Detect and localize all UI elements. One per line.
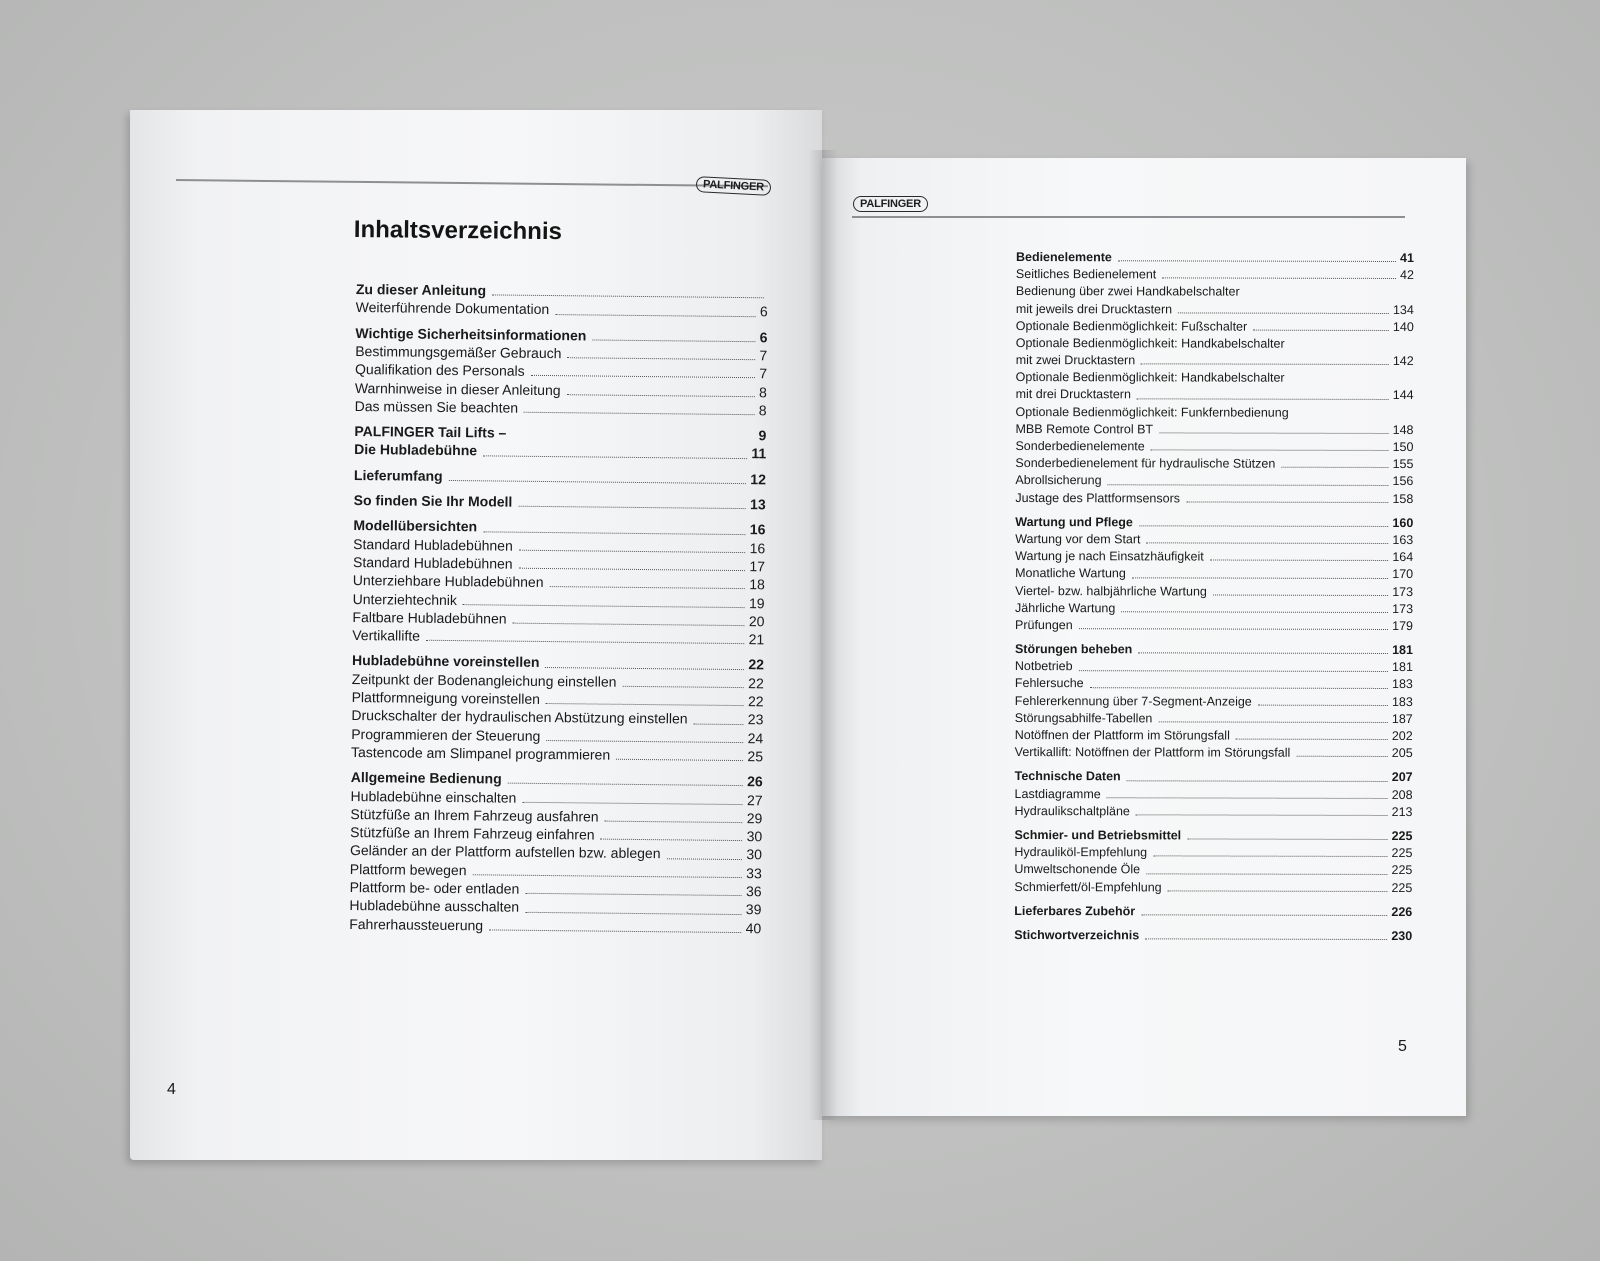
toc-entry [1015,489,1413,507]
header-rule-right [852,216,1405,218]
toc-entry-label: Modellübersichten [353,517,478,535]
toc-dot-leader [1178,312,1389,314]
toc-entry-page: 26 [747,773,763,790]
toc-entry [356,298,768,321]
toc-dot-leader [567,357,755,360]
toc-entry [1014,878,1412,896]
toc-entry-label: Bedienung über zwei Handkabelschalter [1015,284,1240,299]
toc-entry-label: Bedienelemente [1015,249,1112,265]
toc-entry-page: 8 [758,402,767,419]
toc-dot-leader [1121,611,1388,613]
toc-entry [1015,709,1413,727]
toc-entry-page: 164 [1392,550,1414,565]
toc-entry [1016,420,1414,438]
toc-entry-page: 160 [1392,515,1414,530]
toc-entry [1016,282,1414,300]
toc-entry-label: Bestimmungsgemäßer Gebrauch [355,342,562,362]
toc-dot-leader [1258,705,1388,706]
toc-dot-leader [1141,914,1387,916]
toc-entry [1016,334,1414,352]
toc-dot-leader [1146,873,1387,875]
toc-entry [1016,403,1414,421]
toc-entry [1016,385,1414,403]
toc-entry [1015,599,1413,617]
toc-entry [1014,843,1412,861]
toc-dot-leader [546,740,743,743]
toc-entry-label: Lieferbares Zubehör [1014,903,1136,919]
toc-entry [354,491,766,514]
toc-entry-page: 140 [1392,319,1414,334]
toc-entry [1014,826,1412,844]
toc-entry-label: Sonderbedienelemente [1015,438,1145,454]
toc-entry-page: 202 [1391,728,1413,744]
toc-dot-leader [508,783,743,786]
toc-entry [1016,317,1414,335]
toc-dot-leader [601,839,743,841]
toc-entry-label: Wichtige Sicherheitsinformationen [355,324,587,344]
toc-entry-label: So finden Sie Ihr Modell [353,492,513,510]
toc-entry-page: 7 [759,365,768,382]
toc-entry [1014,926,1412,944]
toc-dot-leader [1151,450,1389,452]
toc-entry-label: Fahrerhaussteuerung [349,915,484,933]
toc-dot-leader [1186,501,1388,503]
toc-entry-page: 9 [758,427,767,444]
toc-entry [1015,454,1413,472]
toc-entry [1015,802,1413,820]
toc-entry [1015,564,1413,582]
toc-entry-page: 22 [748,656,765,673]
toc-dot-leader [512,438,754,441]
toc-dot-leader [1210,560,1389,561]
toc-entry-page: 225 [1391,863,1413,878]
toc-entry-page: 19 [748,594,765,611]
toc-entry-label: Tastencode am Slimpanel programmieren [350,743,611,763]
toc-entry [1015,767,1413,785]
toc-entry-page: 22 [748,674,764,692]
toc-entry [1016,265,1414,283]
toc-entry-label: Sonderbedienelement für hydraulische Stützen [1015,456,1276,471]
toc-entry-label: Geländer an der Plattform aufstellen bzw. ablegen [349,842,661,862]
page-number-left: 4 [167,1081,176,1098]
toc-dot-leader [473,874,743,878]
toc-entry-page: 150 [1392,439,1414,455]
toc-entry-label: Fehlererkennung über 7-Segment-Anzeige [1014,693,1252,709]
toc-entry-page: 12 [750,470,767,488]
toc-entry-page: 187 [1391,711,1413,726]
toc-entry [1015,530,1413,548]
toc-entry-page: 13 [750,496,766,513]
toc-dot-leader [1079,670,1388,672]
toc-entry-label: Stützfüße an Ihrem Fahrzeug ausfahren [350,805,599,825]
toc-entry-label: Plattform be- oder entladen [349,878,520,897]
toc-entry-page: 17 [749,558,766,575]
toc-entry [351,743,763,766]
toc-entry [1015,437,1413,455]
toc-entry [1015,785,1413,803]
toc-entry-label: Allgemeine Bedienung [350,769,502,787]
toc-entry-label: Das müssen Sie beachten [354,397,519,416]
toc-entry-page: 205 [1391,746,1413,761]
toc-dot-leader [592,339,755,342]
toc-dot-leader [1138,653,1388,655]
toc-dot-leader [1159,432,1389,434]
toc-entry-label: Faltbare Hubladebühnen [352,608,507,627]
toc-entry-label: Störungen beheben [1014,642,1133,657]
toc-entry [1016,248,1414,266]
toc-entry-label: Vertikallifte [352,627,421,644]
toc-entry-page: 21 [748,631,765,648]
toc-dot-leader [1281,467,1388,468]
toc-entry [1016,351,1414,369]
toc-dot-leader [555,314,756,317]
toc-entry-label: Stichwortverzeichnis [1014,927,1140,943]
toc-dot-leader [449,480,747,484]
toc-dot-leader [463,604,745,608]
toc-entry-page: 213 [1391,804,1413,819]
toc-dot-leader [525,893,742,896]
toc-dot-leader [483,531,746,535]
toc-entry-label: Programmieren der Steuerung [351,725,541,744]
toc-entry-page: 16 [749,521,766,538]
toc-entry-label: Schmier- und Betriebsmittel [1014,827,1182,843]
toc-entry [1015,674,1413,692]
toc-dot-leader [1168,890,1388,892]
toc-entry-page: 36 [745,883,762,900]
toc-entry [1015,743,1413,761]
toc-entry-label: Zeitpunkt der Bodenangleichung einstellen [351,670,617,690]
toc-entry-page: 24 [747,729,764,746]
toc-dot-leader [518,506,746,509]
toc-entry-page: 225 [1391,880,1413,895]
toc-entry-label: Monatliche Wartung [1015,566,1126,581]
toc-entry-label: Standard Hubladebühnen [352,553,513,572]
toc-dot-leader [492,295,764,299]
toc-dot-leader [525,911,742,914]
toc-entry-label: Technische Daten [1014,769,1121,784]
toc-entry-page: 207 [1391,770,1413,785]
toc-entry-label: Optionale Bedienmöglichkeit: Funkfernbedienung [1015,404,1289,420]
toc-dot-leader [1079,628,1388,630]
toc-entry-label: Optionale Bedienmöglichkeit: Handkabelschalter [1015,335,1285,351]
toc-dot-leader [1108,484,1389,486]
toc-right [1014,248,1414,944]
toc-dot-leader [546,703,744,706]
toc-entry-page: 41 [1400,250,1414,265]
toc-dot-leader [1139,525,1389,527]
toc-dot-leader [522,801,743,804]
toc-dot-leader [666,858,742,860]
toc-dot-leader [483,455,747,459]
toc-dot-leader [513,623,745,626]
toc-entry-label: Wartung vor dem Start [1015,531,1141,547]
toc-dot-leader [1090,687,1388,689]
toc-entry-label: Notöffnen der Plattform im Störungsfall [1014,727,1230,743]
toc-dot-leader [1253,330,1389,331]
page-number-right: 5 [1398,1038,1407,1055]
toc-entry-label: Abrollsicherung [1015,473,1102,488]
toc-entry-page: 23 [747,711,764,728]
toc-entry-page: 225 [1391,828,1413,843]
toc-dot-leader [549,586,745,589]
toc-entry-page: 144 [1392,388,1414,403]
toc-entry [1014,902,1412,920]
toc-entry [354,466,766,489]
toc-entry-label: Hubladebühne ausschalten [349,897,520,916]
toc-entry-label: MBB Remote Control BT [1015,421,1154,437]
toc-entry-label: mit jeweils drei Drucktastern [1015,301,1173,316]
toc-entry-label: mit drei Drucktastern [1015,387,1131,402]
toc-entry-label: Hydrauliköl-Empfehlung [1014,845,1148,860]
toc-entry-label: Hubladebühne voreinstellen [351,652,540,671]
toc-dot-leader [1236,739,1388,740]
toc-entry-page: 170 [1392,567,1414,582]
toc-entry-page: 183 [1391,677,1413,692]
toc-entry-page: 208 [1391,787,1413,802]
toc-entry-page: 179 [1392,618,1414,633]
toc-entry [1016,300,1414,318]
toc-entry-page: 134 [1392,302,1414,317]
toc-entry-page: 142 [1392,354,1414,369]
toc-entry-page: 181 [1392,660,1413,675]
toc-entry-page: 39 [745,901,762,918]
toc-entry-page: 30 [746,828,763,845]
toc-dot-leader [1147,543,1389,545]
toc-entry-label: Druckschalter der hydraulischen Abstützung einstellen [351,707,688,727]
toc-entry-page: 30 [746,846,763,863]
header-rule-left [176,179,768,187]
toc-entry-page: 181 [1392,643,1413,658]
toc-dot-leader [1145,938,1387,940]
toc-entry [1015,513,1413,531]
toc-entry-label: Weiterführende Dokumentation [355,299,550,318]
toc-entry-page: 7 [759,347,768,364]
toc-entry [1016,368,1414,386]
toc-entry-label: Optionale Bedienmöglichkeit: Handkabelschalter [1015,370,1285,385]
toc-entry-label: Zu dieser Anleitung [355,281,487,299]
toc-entry-page: 40 [745,919,762,936]
toc-dot-leader [1213,594,1388,595]
toc-dot-leader [1296,756,1388,757]
toc-entry-page: 173 [1392,601,1414,616]
toc-entry-page: 42 [1400,268,1414,283]
toc-entry-label: Lastdiagramme [1014,786,1101,801]
toc-entry-label: Fehlersuche [1014,676,1084,691]
toc-entry-label: Qualifikation des Personals [354,361,525,380]
toc-entry-page: 173 [1392,584,1414,599]
toc-entry-label: PALFINGER Tail Lifts – [354,423,507,441]
toc-dot-leader [1162,278,1396,280]
toc-entry [1015,471,1413,489]
toc-dot-leader [1141,364,1389,366]
toc-entry-label: Justage des Plattformsensors [1015,490,1181,505]
toc-entry [352,626,764,649]
toc-entry-page: 8 [758,383,767,400]
toc-dot-leader [519,568,746,571]
toc-entry-page: 226 [1391,904,1413,919]
toc-entry-label: Stützfüße an Ihrem Fahrzeug einfahren [350,824,595,843]
toc-entry-page: 225 [1391,846,1413,861]
toc-entry-page: 29 [746,809,763,827]
toc-entry-label: Warnhinweise in dieser Anleitung [354,379,561,398]
toc-entry [1015,692,1413,710]
toc-entry-page: 156 [1392,474,1414,489]
toc-entry-label: Prüfungen [1014,617,1073,633]
toc-entry-label: Wartung je nach Einsatzhäufigkeit [1015,549,1204,564]
toc-entry-label: Hubladebühne einschalten [350,787,517,806]
toc-entry [1015,726,1413,744]
toc-dot-leader [1118,260,1396,262]
toc-left [349,280,768,937]
left-page [130,110,822,1160]
toc-dot-leader [1107,797,1388,799]
toc-entry-page: 11 [751,445,767,462]
toc-dot-leader [489,929,742,933]
toc-entry-label: Seitliches Bedienelement [1015,267,1157,282]
toc-entry-page: 155 [1392,457,1414,472]
toc-entry-page: 33 [746,864,762,882]
toc-entry [349,914,761,937]
toc-dot-leader [1132,577,1388,579]
toc-entry-label: Störungsabhilfe-Tabellen [1014,710,1153,726]
toc-dot-leader [1136,814,1388,816]
palfinger-logo-right: PALFINGER [853,196,928,212]
toc-entry [354,440,766,463]
page-title: Inhaltsverzeichnis [353,216,563,246]
toc-dot-leader [694,723,744,725]
toc-entry-page: 20 [748,612,765,630]
toc-dot-leader [1137,398,1389,400]
toc-entry-label: mit zwei Drucktastern [1015,353,1136,368]
toc-entry-label: Wartung und Pflege [1015,514,1133,530]
toc-entry [1015,657,1413,675]
toc-dot-leader [1153,856,1387,858]
toc-dot-leader [426,640,745,644]
toc-entry-page: 25 [747,748,764,765]
toc-entry-page: 22 [747,693,764,710]
palfinger-logo-left: PALFINGER [696,176,772,196]
toc-entry-page: 183 [1391,694,1413,709]
toc-entry [1014,860,1412,878]
toc-dot-leader [567,394,755,397]
toc-entry [355,397,767,420]
toc-entry-page: 158 [1392,491,1414,506]
toc-entry-label: Plattformneigung voreinstellen [351,689,541,707]
toc-entry-page: 16 [749,539,766,556]
toc-entry-page: 27 [746,791,763,808]
toc-dot-leader [605,821,743,823]
toc-entry-label: Vertikallift: Notöffnen der Plattform im Störungsfall [1014,745,1291,760]
toc-entry-page: 6 [759,303,768,320]
toc-entry-label: Schmierfett/öl-Empfehlung [1014,879,1162,894]
toc-dot-leader [1158,721,1388,723]
toc-entry-label: Optionale Bedienmöglichkeit: Fußschalter [1015,318,1248,334]
toc-dot-leader [524,412,755,415]
toc-dot-leader [616,759,743,761]
toc-entry-label: Hydraulikschaltpläne [1014,803,1130,819]
toc-dot-leader [519,550,746,553]
toc-dot-leader [545,667,744,670]
toc-dot-leader [531,375,756,378]
toc-dot-leader [622,686,744,688]
toc-entry [1015,547,1413,565]
right-page [822,158,1466,1116]
toc-dot-leader [1187,839,1387,841]
toc-entry-label: Jährliche Wartung [1015,600,1116,615]
toc-entry-label: Standard Hubladebühnen [353,535,513,554]
toc-entry-label: Umweltschonende Öle [1014,862,1141,877]
toc-entry-page: 163 [1392,532,1414,547]
toc-entry-page: 18 [749,576,765,593]
toc-entry-label: Unterziehbare Hubladebühnen [352,572,544,591]
toc-entry [1015,582,1413,600]
toc-dot-leader [1127,780,1388,782]
toc-entry-label: Notbetrieb [1014,659,1073,674]
toc-entry [1015,616,1413,634]
toc-entry-page: 6 [759,328,768,346]
toc-entry-page: 148 [1392,422,1414,437]
book-gutter [808,150,838,1120]
toc-entry-label: Lieferumfang [353,466,443,484]
toc-entry-label: Unterziehtechnik [352,590,458,608]
toc-entry [1015,640,1413,658]
toc-entry-page: 230 [1391,928,1413,943]
toc-entry-label: Viertel- bzw. halbjährliche Wartung [1015,583,1207,599]
toc-entry-label: Die Hubladebühne [354,441,478,459]
toc-entry-label: Plattform bewegen [349,860,467,878]
